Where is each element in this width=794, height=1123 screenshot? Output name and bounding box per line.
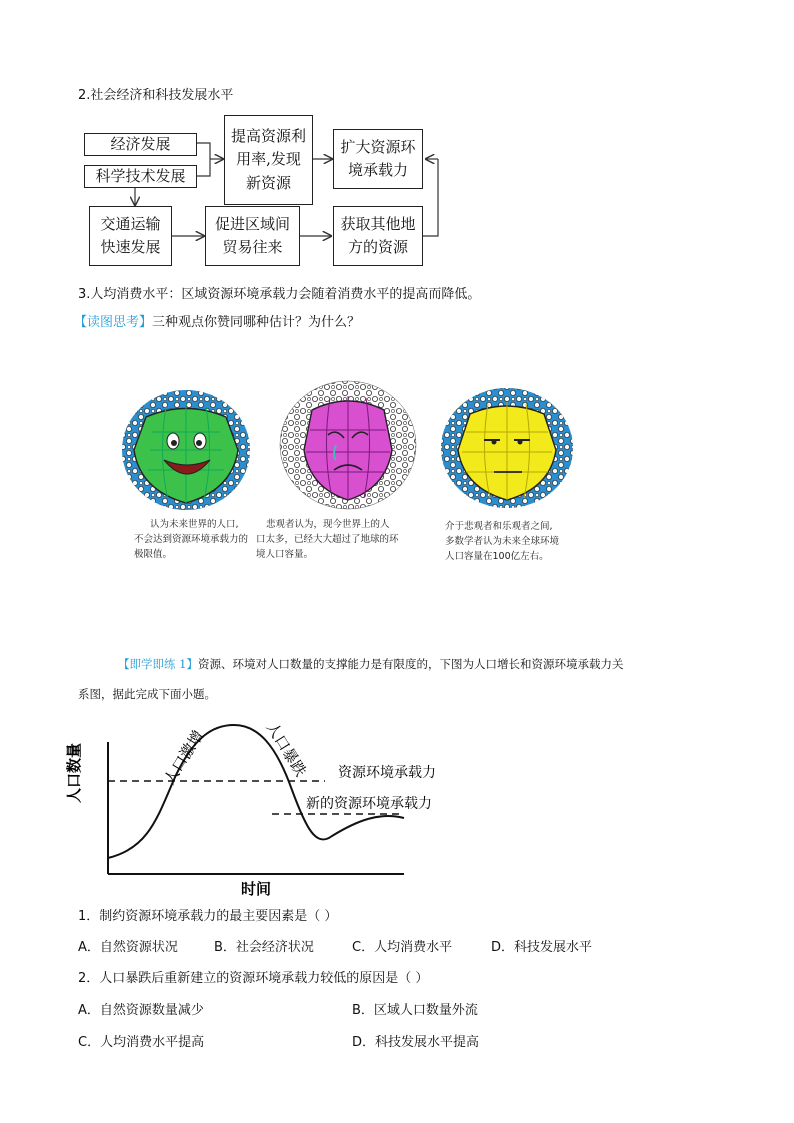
caption-line: 极限值。 (134, 549, 173, 560)
caption-line: 不会达到资源环境承载力的 (134, 534, 249, 545)
box-obtain-line: 获取其他地 (340, 214, 416, 233)
population-curve (108, 725, 404, 858)
q1-option-a[interactable]: A．自然资源状况 (78, 940, 178, 955)
q1-option-d[interactable]: D．科技发展水平 (491, 940, 593, 955)
box-expand-line: 境承载力 (347, 161, 408, 179)
caption-line: 口太多，已经大大超过了地球的环 (256, 534, 399, 545)
section-3-text: 3.人均消费水平：区域资源环境承载力会随着消费水平的提高而降低。 (78, 287, 481, 302)
box-transport-line: 交通运输 (100, 214, 161, 233)
caption-line: 悲观者认为，现今世界上的人 (266, 519, 390, 530)
box-improve-line: 提高资源利 (230, 127, 306, 146)
question-1-stem: 1．制约资源环境承载力的最主要因素是（ ） (78, 909, 338, 924)
q2-option-b[interactable]: B．区域人口数量外流 (352, 1003, 478, 1018)
box-obtain-line: 方的资源 (347, 238, 408, 256)
label-capacity: 资源环境承载力 (338, 764, 436, 780)
q2-option-c[interactable]: C．人均消费水平提高 (78, 1035, 205, 1050)
box-trade-line: 促进区域间 (214, 214, 290, 233)
q1-option-b[interactable]: B．社会经济状况 (214, 940, 314, 955)
caption-line: 介于悲观者和乐观者之间, (445, 521, 553, 532)
think-text: 三种观点你赞同哪种估计？为什么？ (152, 315, 361, 330)
x-axis-label: 时间 (240, 881, 272, 898)
caption-line: 人口容量在100亿左右。 (445, 551, 549, 562)
label-population-crash: 人口暴跌 (262, 719, 309, 780)
label-new-capacity: 新的资源环境承载力 (306, 795, 432, 811)
question-2-stem: 2．人口暴跌后重新建立的资源环境承载力较低的原因是（ ） (78, 971, 429, 986)
q1-option-c[interactable]: C．人均消费水平 (352, 940, 453, 955)
y-axis-label: 人口数量 (66, 742, 83, 804)
box-improve-line: 新资源 (245, 173, 291, 192)
exercise-text-1: 资源、环境对人口数量的支撑能力是有限度的，下图为人口增长和资源环境承载力关 (197, 657, 624, 671)
box-economy-label: 经济发展 (110, 134, 171, 153)
caption-line: 多数学者认为未来全球环境 (445, 536, 560, 547)
q2-option-a[interactable]: A．自然资源数量减少 (78, 1003, 204, 1018)
box-trade-line: 贸易往来 (222, 238, 283, 256)
box-expand-line: 扩大资源环 (340, 137, 416, 156)
box-transport-line: 快速发展 (100, 238, 161, 256)
box-improve-line: 用率,发现 (236, 150, 301, 169)
exercise-text-2: 系图，据此完成下面小题。 (78, 687, 216, 701)
q2-option-d[interactable]: D．科技发展水平提高 (352, 1035, 480, 1050)
exercise-tag: 【即学即练 1】 (118, 657, 198, 671)
caption-line: 认为未来世界的人口, (150, 519, 239, 530)
box-science-label: 科学技术发展 (95, 166, 186, 185)
section-2-heading: 2.社会经济和科技发展水平 (78, 88, 234, 103)
caption-line: 境人口容量。 (256, 549, 314, 560)
label-population-surge: 人口激增 (161, 727, 208, 788)
think-tag: 【读图思考】 (74, 315, 153, 330)
